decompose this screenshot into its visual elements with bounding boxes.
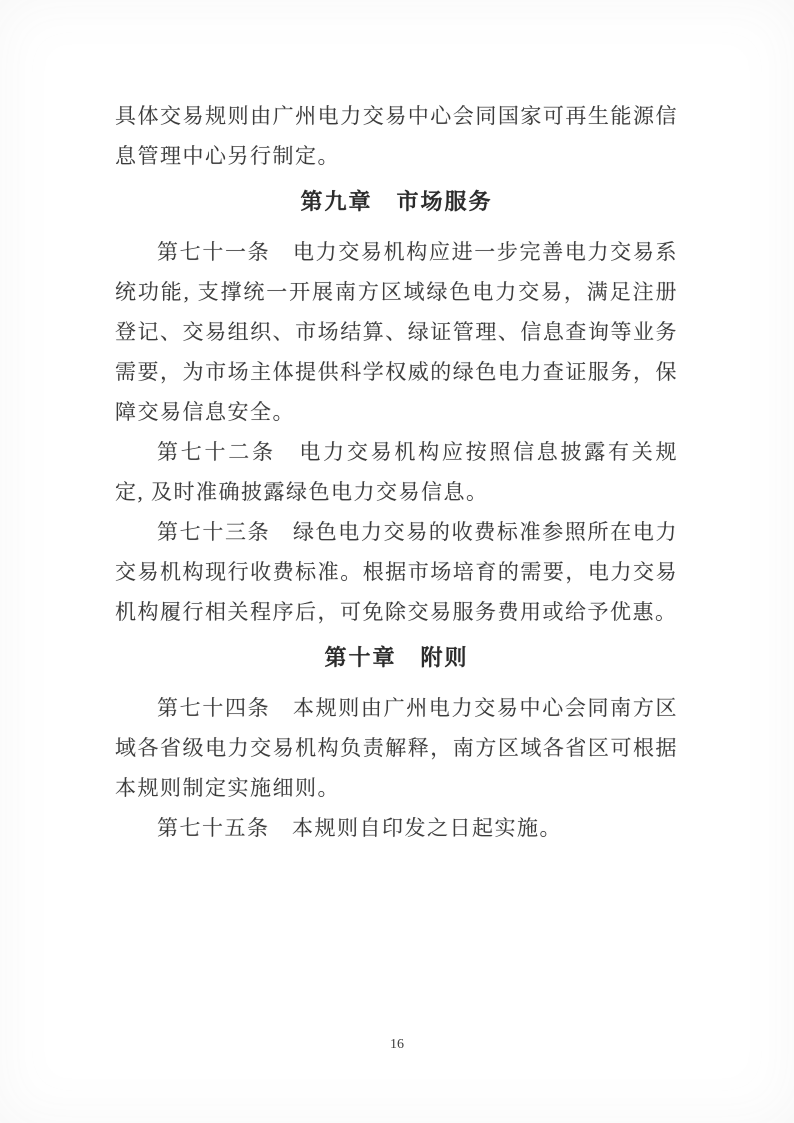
chapter-10-heading: 第十章 附则	[324, 645, 469, 670]
article-72-paragraph: 第七十二条 电力交易机构应按照信息披露有关规定, 及时准确披露绿色电力交易信息。	[115, 440, 678, 504]
article-74-paragraph: 第七十四条 本规则由广州电力交易中心会同南方区域各省级电力交易机构负责解释，南方区域各省区可根据本规则制定实施细则。	[115, 696, 678, 800]
intro-paragraph: 具体交易规则由广州电力交易中心会同国家可再生能源信息管理中心另行制定。	[115, 104, 678, 168]
article-73-paragraph: 第七十三条 绿色电力交易的收费标准参照所在电力交易机构现行收费标准。根据市场培育的需要，电力交易机构履行相关程序后，可免除交易服务费用或给予优惠。	[115, 520, 678, 624]
page-number: 16	[390, 1037, 404, 1052]
document-content	[115, 96, 678, 848]
article-75-paragraph: 第七十五条 本规则自印发之日起实施。	[157, 816, 562, 840]
chapter-9-heading: 第九章 市场服务	[300, 189, 493, 214]
article-71-paragraph: 第七十一条 电力交易机构应进一步完善电力交易系统功能, 支撑统一开展南方区域绿色电力交易，满足注册登记、交易组织、市场结算、绿证管理、信息查询等业务需要，为市场主体提供科学权威的绿色电力查证服务，保障交易信息安全。	[115, 240, 678, 424]
